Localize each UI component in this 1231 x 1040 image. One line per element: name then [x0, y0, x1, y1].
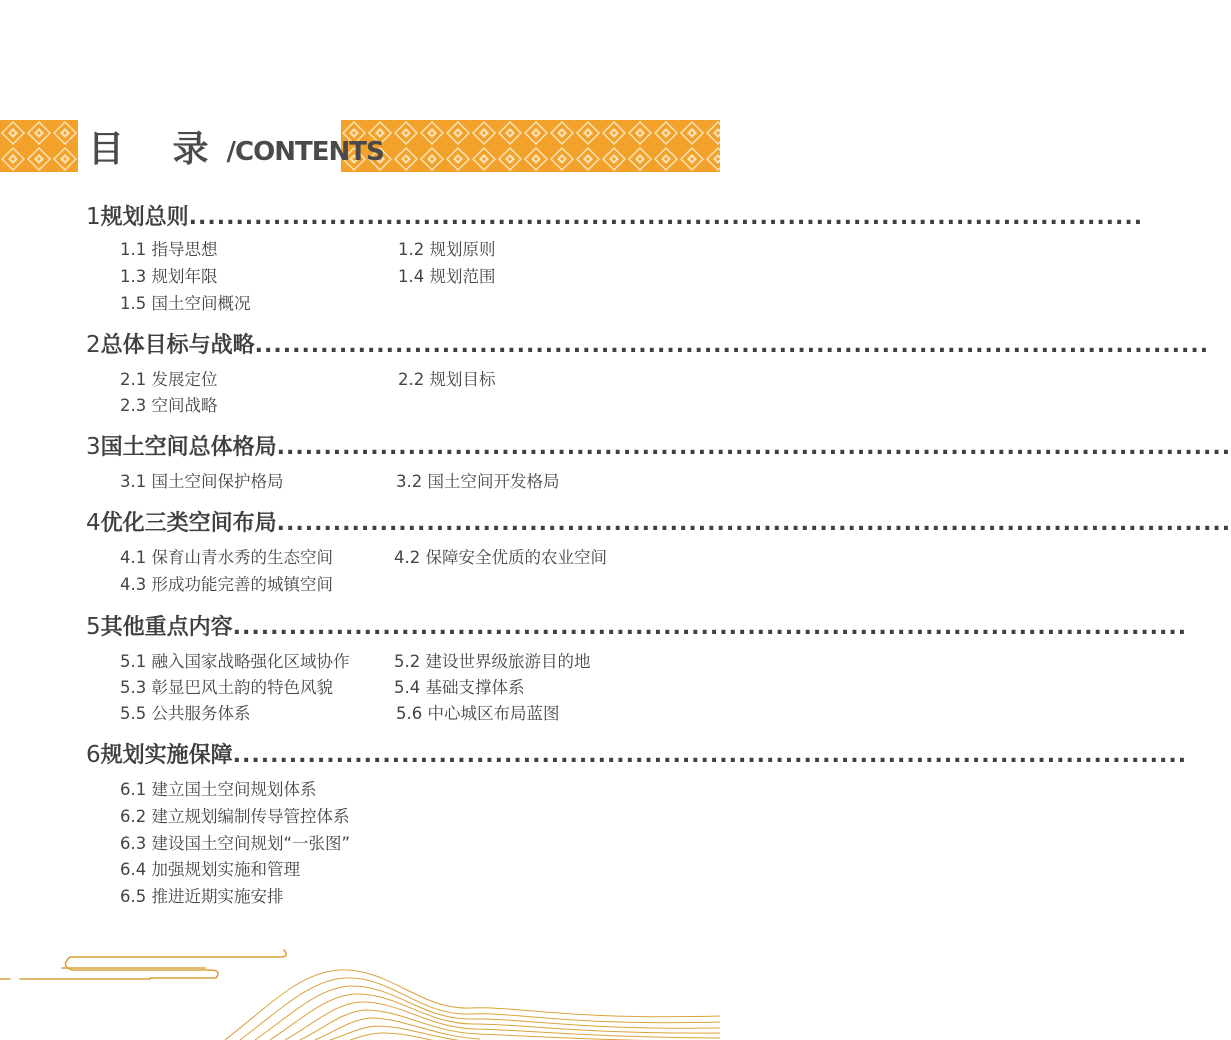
- toc-item[interactable]: 6.3 建设国土空间规划“一张图”: [120, 834, 351, 853]
- section-title: 规划总则: [100, 205, 189, 230]
- toc-item[interactable]: 2.2 规划目标: [398, 370, 496, 389]
- section-heading[interactable]: [86, 738, 1188, 772]
- section-title: 优化三类空间布局: [100, 511, 277, 536]
- section-heading[interactable]: [86, 328, 1210, 362]
- toc-item[interactable]: 1.4 规划范围: [398, 267, 496, 286]
- gold-wave-decoration: [0, 930, 720, 1040]
- section-title: 总体目标与战略: [100, 333, 255, 358]
- leader-dots: ......................................................................................................: [188, 205, 1144, 230]
- title-english: /CONTENTS: [226, 137, 384, 167]
- section-number: 5: [86, 614, 101, 640]
- section-title: 国土空间总体格局: [100, 435, 277, 460]
- leader-dots: ......................................................................................................: [232, 743, 1188, 768]
- section-title: 规划实施保障: [100, 743, 233, 768]
- section-heading[interactable]: [86, 430, 1231, 464]
- section-heading[interactable]: [86, 610, 1188, 644]
- toc-item[interactable]: 4.1 保育山青水秀的生态空间: [120, 548, 333, 567]
- toc-item[interactable]: 5.3 彰显巴风土韵的特色风貌: [120, 678, 333, 697]
- section-number: 2: [86, 332, 101, 358]
- leader-dots: ......................................................................................................: [232, 615, 1188, 640]
- toc-item[interactable]: 5.5 公共服务体系: [120, 704, 251, 723]
- toc-item[interactable]: 6.1 建立国土空间规划体系: [120, 780, 317, 799]
- toc-section: [86, 430, 1231, 491]
- toc-item[interactable]: 2.3 空间战略: [120, 396, 218, 415]
- toc-section: [86, 506, 1231, 594]
- section-number: 3: [86, 434, 101, 460]
- toc-item[interactable]: 5.4 基础支撑体系: [394, 678, 525, 697]
- section-number: 4: [86, 510, 101, 536]
- section-heading[interactable]: [86, 200, 1144, 234]
- toc-item[interactable]: 6.4 加强规划实施和管理: [120, 860, 300, 879]
- toc-item[interactable]: 6.2 建立规划编制传导管控体系: [120, 807, 350, 826]
- toc-section: [86, 738, 1188, 906]
- leader-dots: ......................................................................................................: [276, 435, 1231, 460]
- toc-item[interactable]: 4.3 形成功能完善的城镇空间: [120, 575, 333, 594]
- toc-item[interactable]: 3.2 国土空间开发格局: [396, 472, 560, 491]
- toc-section: [86, 328, 1210, 415]
- toc-item[interactable]: 1.2 规划原则: [398, 240, 496, 259]
- leader-dots: ......................................................................................................: [276, 511, 1231, 536]
- toc-item[interactable]: 5.1 融入国家战略强化区域协作: [120, 652, 350, 671]
- toc-item[interactable]: 1.5 国土空间概况: [120, 294, 251, 313]
- toc-item[interactable]: 1.3 规划年限: [120, 267, 218, 286]
- section-number: 6: [86, 742, 101, 768]
- toc-item[interactable]: 4.2 保障安全优质的农业空间: [394, 548, 607, 567]
- title-chinese: 目 录: [88, 129, 227, 170]
- toc-section: [86, 200, 1144, 313]
- toc-item[interactable]: 5.6 中心城区布局蓝图: [396, 704, 560, 723]
- toc-item[interactable]: 1.1 指导思想: [120, 240, 218, 259]
- section-number: 1: [86, 204, 101, 230]
- toc-section: [86, 610, 1188, 723]
- section-title: 其他重点内容: [100, 615, 233, 640]
- toc-item[interactable]: 5.2 建设世界级旅游目的地: [394, 652, 591, 671]
- toc-item[interactable]: 3.1 国土空间保护格局: [120, 472, 284, 491]
- section-heading[interactable]: [86, 506, 1231, 540]
- toc-item[interactable]: 6.5 推进近期实施安排: [120, 887, 284, 906]
- leader-dots: ......................................................................................................: [254, 333, 1210, 358]
- toc-item[interactable]: 2.1 发展定位: [120, 370, 218, 389]
